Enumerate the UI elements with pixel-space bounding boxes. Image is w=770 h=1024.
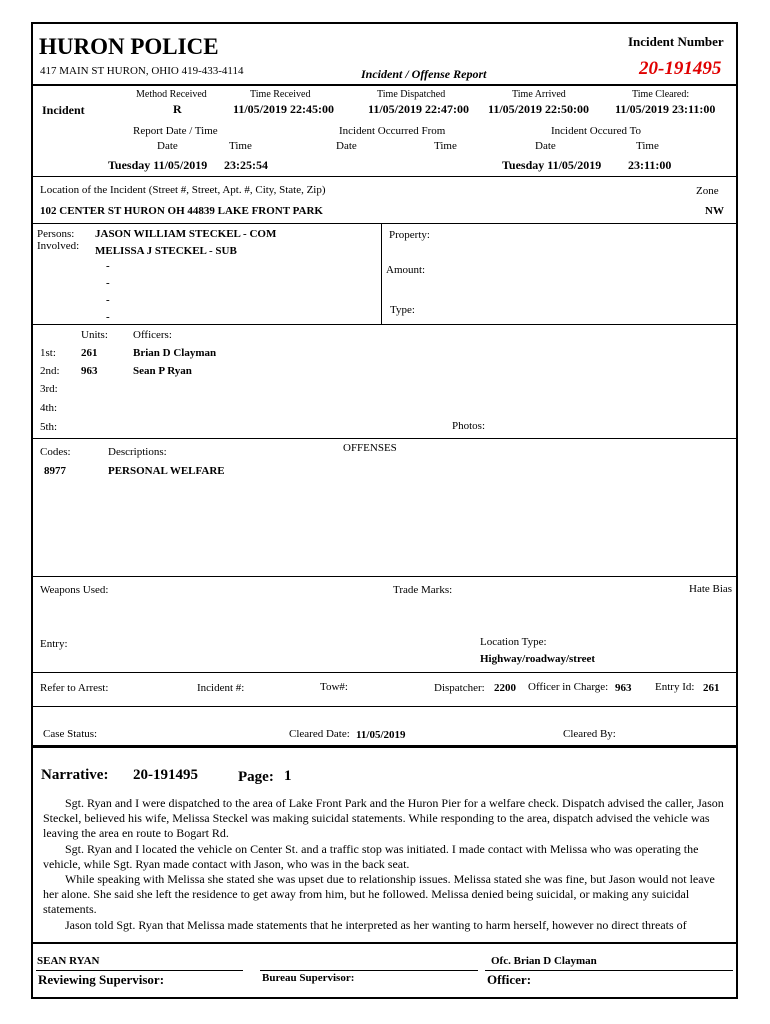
entry-id-value: 261 <box>703 682 720 694</box>
narrative-paragraph: Sgt. Ryan and I located the vehicle on Center St. and a traffic stop was initiated. I made contact with Melissa who was operating the vehicle, while Sgt. Ryan made contact with Jason, who was in the back seat. <box>43 841 699 871</box>
method-value: R <box>173 102 182 116</box>
to-date: Tuesday 11/05/2019 <box>502 158 602 172</box>
person-3: - <box>106 260 110 272</box>
report-time-label: Time <box>229 140 252 152</box>
offense-code: 8977 <box>44 465 66 477</box>
cleared-date-value: 11/05/2019 <box>356 729 406 741</box>
photos-label: Photos: <box>452 420 486 432</box>
unit-row-3-label: 3rd: <box>40 383 58 395</box>
cleared-label: Time Cleared: <box>632 89 690 100</box>
officers-label: Officers: <box>133 329 172 341</box>
report-divider <box>33 176 736 177</box>
narrative-page-number: 1 <box>284 768 292 784</box>
person-4: - <box>106 277 110 289</box>
cleared-date-label: Cleared Date: <box>289 728 350 740</box>
weapons-divider <box>33 672 736 673</box>
header-divider <box>33 84 736 86</box>
reviewer-signature-line <box>36 970 243 971</box>
unit-row-2-label: 2nd: <box>40 365 60 377</box>
cleared-value: 11/05/2019 23:11:00 <box>615 102 716 116</box>
bureau-label: Bureau Supervisor: <box>262 972 355 984</box>
arrived-value: 11/05/2019 22:50:00 <box>488 102 589 116</box>
agency-address: 417 MAIN ST HURON, OHIO 419-433-4114 <box>40 65 244 77</box>
bureau-signature-line <box>260 970 478 971</box>
report-type: Incident / Offense Report <box>361 67 487 81</box>
dispatcher-label: Dispatcher: <box>434 682 485 694</box>
oic-label: Officer in Charge: <box>528 681 609 693</box>
report-dt-label: Report Date / Time <box>133 125 218 137</box>
units-divider <box>33 438 736 439</box>
to-time: 23:11:00 <box>628 158 672 172</box>
refer-divider <box>33 706 736 707</box>
narrative-paragraph: While speaking with Melissa she stated she was upset due to relationship issues. Melissa stated she was fine, but Jason would not leave her alone. She said she left the residence to get away from him, but he followed. Melissa denied being suicidal, or making any suicidal statements. <box>43 872 715 917</box>
from-time-label: Time <box>434 140 457 152</box>
report-date-label: Date <box>157 140 178 152</box>
method-label: Method Received <box>136 89 207 100</box>
location-value: 102 CENTER ST HURON OH 44839 LAKE FRONT PARK <box>40 205 323 217</box>
incident-number-label: Incident Number <box>628 34 724 49</box>
hate-bias-label: Hate Bias <box>689 583 733 595</box>
dispatched-value: 11/05/2019 22:47:00 <box>368 102 469 116</box>
person-5: - <box>106 294 110 306</box>
officer-label: Officer: <box>487 972 532 987</box>
amount-label: Amount: <box>386 264 426 276</box>
narrative-divider <box>33 942 736 944</box>
arrived-label: Time Arrived <box>512 89 566 100</box>
refer-label: Refer to Arrest: <box>40 682 109 694</box>
officer-name: Ofc. Brian D Clayman <box>491 955 597 967</box>
entry-label: Entry: <box>40 638 68 650</box>
reviewer-name: SEAN RYAN <box>37 955 100 967</box>
location-label: Location of the Incident (Street #, Street, Apt. #, City, State, Zip) <box>40 184 326 196</box>
case-divider <box>33 745 736 748</box>
offenses-title: OFFENSES <box>343 442 397 454</box>
trade-marks-label: Trade Marks: <box>393 584 453 596</box>
unit-row-1-officer: Brian D Clayman <box>133 347 217 359</box>
case-status-label: Case Status: <box>43 728 98 740</box>
received-label: Time Received <box>250 89 311 100</box>
entry-id-label: Entry Id: <box>655 681 695 693</box>
codes-label: Codes: <box>40 446 71 458</box>
zone-label: Zone <box>696 185 719 197</box>
cleared-by-label: Cleared By: <box>563 728 616 740</box>
location-type-label: Location Type: <box>480 636 547 648</box>
persons-label: Persons: <box>37 228 75 240</box>
incident-number: 20-191495 <box>639 58 722 79</box>
unit-row-2-unit: 963 <box>81 365 98 377</box>
report-time: 23:25:54 <box>224 158 268 172</box>
persons-property-divider <box>381 223 382 324</box>
incident-row-label: Incident <box>42 103 85 117</box>
unit-row-2-officer: Sean P Ryan <box>133 365 192 377</box>
unit-row-1-unit: 261 <box>81 347 98 359</box>
type-label: Type: <box>390 304 415 316</box>
narrative-label: Narrative: <box>41 767 109 783</box>
person-2: MELISSA J STECKEL - SUB <box>95 245 237 257</box>
property-label: Property: <box>389 229 430 241</box>
officer-signature-line <box>485 970 733 971</box>
zone-value: NW <box>705 205 724 217</box>
occurred-to-label: Incident Occured To <box>551 125 642 137</box>
offenses-divider <box>33 576 736 577</box>
involved-label: Involved: <box>37 240 80 252</box>
descriptions-label: Descriptions: <box>108 446 167 458</box>
persons-divider <box>33 324 736 325</box>
units-label: Units: <box>81 329 108 341</box>
location-divider <box>33 223 736 224</box>
oic-value: 963 <box>615 682 632 694</box>
location-type-value: Highway/roadway/street <box>480 653 596 665</box>
occurred-from-label: Incident Occurred From <box>339 125 446 137</box>
narrative-number: 20-191495 <box>133 767 198 783</box>
agency-title: HURON POLICE <box>39 34 219 59</box>
incident-no-label: Incident #: <box>197 682 245 694</box>
from-date-label: Date <box>336 140 357 152</box>
to-date-label: Date <box>535 140 556 152</box>
weapons-label: Weapons Used: <box>40 584 109 596</box>
narrative-paragraph: Sgt. Ryan and I were dispatched to the area of Lake Front Park and the Huron Pier for a welfare check. Dispatch advised the caller, Jason Steckel, believed his wife, Melissa Steckel was making suicidal statements. While responding to the area, dispatch advised the vehicle was leaving the area en route to Bogart Rd. <box>43 796 724 841</box>
narrative-paragraph: Jason told Sgt. Ryan that Melissa made statements that he interpreted as her wanting to harm herself, however no direct threats of <box>65 917 687 932</box>
report-date: Tuesday 11/05/2019 <box>108 158 208 172</box>
unit-row-1-label: 1st: <box>40 347 56 359</box>
to-time-label: Time <box>636 140 659 152</box>
narrative-body <box>43 796 733 933</box>
unit-row-5-label: 5th: <box>40 421 58 433</box>
dispatched-label: Time Dispatched <box>377 89 446 100</box>
unit-row-4-label: 4th: <box>40 402 58 414</box>
person-6: - <box>106 311 110 323</box>
tow-label: Tow#: <box>320 681 348 693</box>
received-value: 11/05/2019 22:45:00 <box>233 102 334 116</box>
narrative-page-label: Page: <box>238 769 274 785</box>
reviewer-label: Reviewing Supervisor: <box>38 972 165 987</box>
offense-description: PERSONAL WELFARE <box>108 465 225 477</box>
person-1: JASON WILLIAM STECKEL - COM <box>95 228 277 240</box>
dispatcher-value: 2200 <box>494 682 516 694</box>
